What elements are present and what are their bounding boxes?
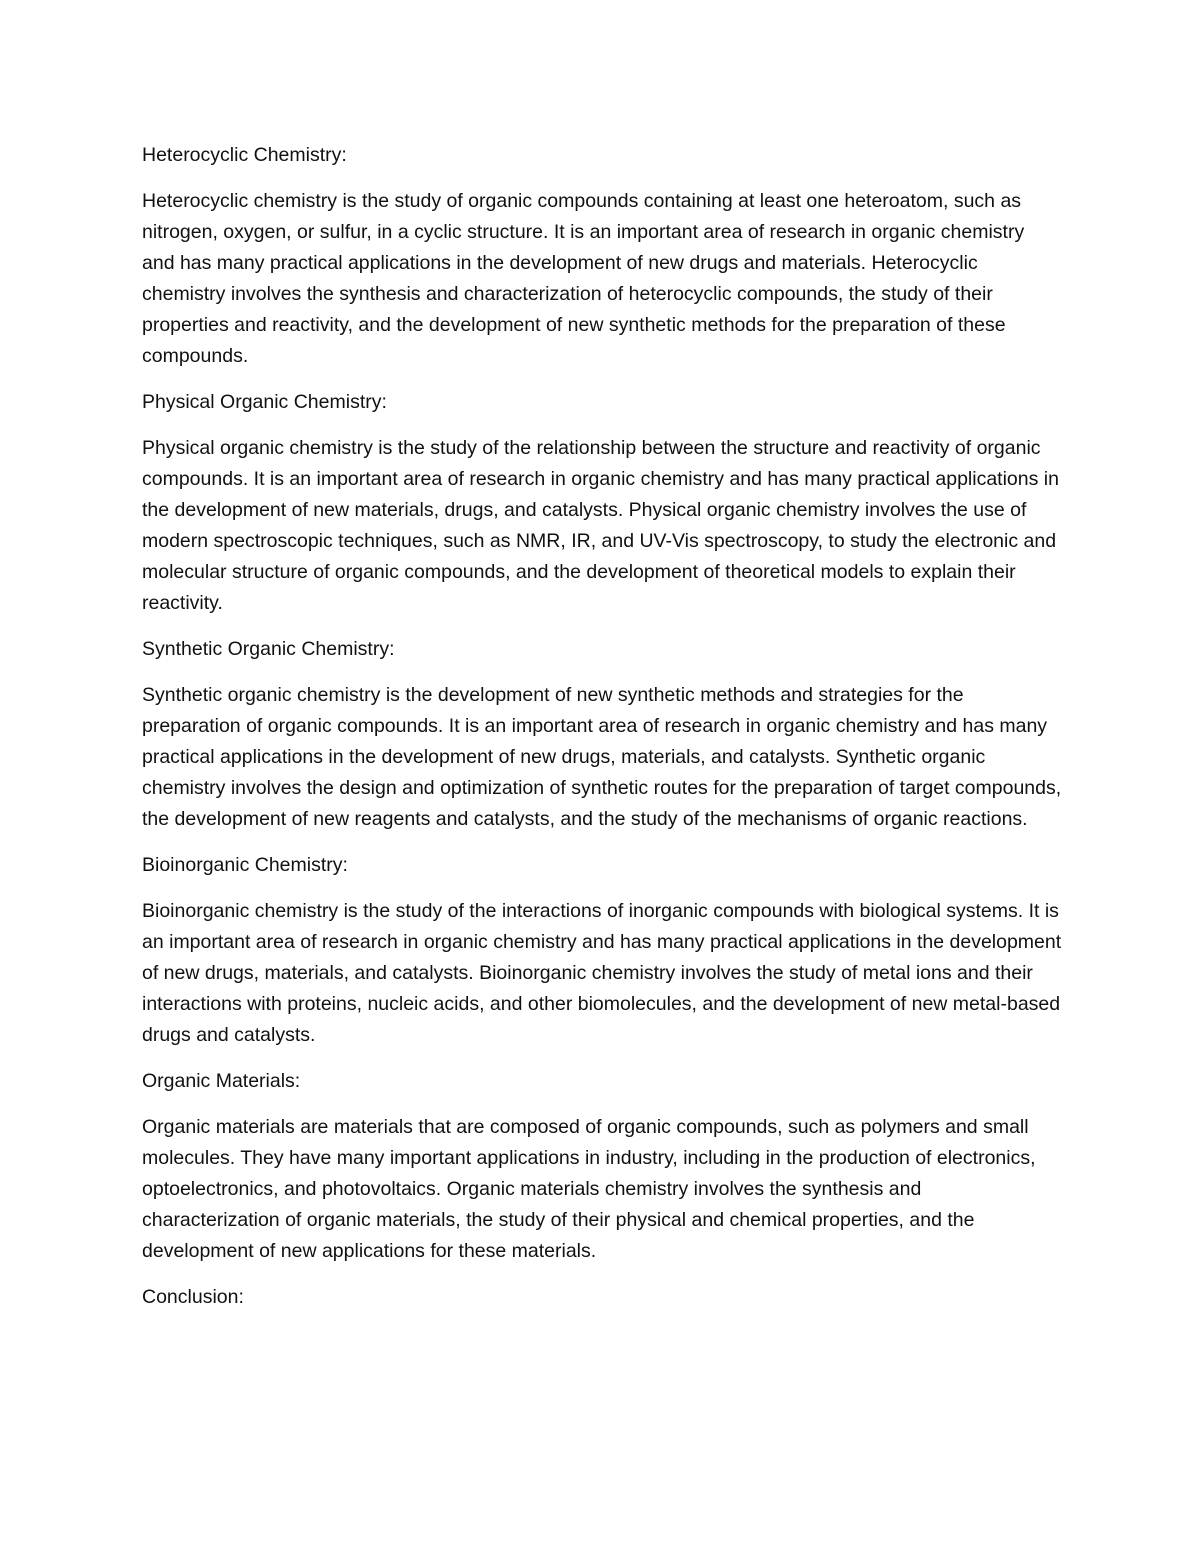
section-heading-synthetic-organic: Synthetic Organic Chemistry: [142,638,395,660]
section-paragraph-heterocyclic: Heterocyclic chemistry is the study of organic compounds containing at least one heteroatom, such as nitrogen, oxygen, or sulfur, in a cyclic structure. It is an important area of research in organic chemistry and has many practical applications in the development of new drugs and materials. Heterocyclic chemistry involves the synthesis and characterization of heterocyclic compounds, the study of their properties and reactivity, and the development of new synthetic methods for the preparation of these compounds. [142,190,1025,367]
document-body [142,140,1062,1328]
section-heading-organic-materials: Organic Materials: [142,1070,301,1092]
section-heading-bioinorganic: Bioinorganic Chemistry: [142,854,348,876]
section-paragraph-synthetic-organic: Synthetic organic chemistry is the development of new synthetic methods and strategies for the preparation of organic compounds. It is an important area of research in organic chemistry and has many practical applications in the development of new drugs, materials, and catalysts. Synthetic organic chemistry involves the design and optimization of synthetic routes for the preparation of target compounds, the development of new reagents and catalysts, and the study of the mechanisms of organic reactions. [142,684,1062,830]
section-paragraph-physical-organic: Physical organic chemistry is the study of the relationship between the structure and reactivity of organic compounds. It is an important area of research in organic chemistry and has many practical applications in the development of new materials, drugs, and catalysts. Physical organic chemistry involves the use of modern spectroscopic techniques, such as NMR, IR, and UV-Vis spectroscopy, to study the electronic and molecular structure of organic compounds, and the development of theoretical models to explain their reactivity. [142,437,1059,614]
section-heading-physical-organic: Physical Organic Chemistry: [142,391,387,413]
section-paragraph-organic-materials: Organic materials are materials that are composed of organic compounds, such as polymers and small molecules. They have many important applications in industry, including in the production of electronics, optoelectronics, and photovoltaics. Organic materials chemistry involves the synthesis and characterization of organic materials, the study of their physical and chemical properties, and the development of new applications for these materials. [142,1116,1036,1262]
section-heading-heterocyclic: Heterocyclic Chemistry: [142,144,347,166]
section-paragraph-bioinorganic: Bioinorganic chemistry is the study of the interactions of inorganic compounds with biological systems. It is an important area of research in organic chemistry and has many practical applications in the development of new drugs, materials, and catalysts. Bioinorganic chemistry involves the study of metal ions and their interactions with proteins, nucleic acids, and other biomolecules, and the development of new metal-based drugs and catalysts. [142,900,1062,1046]
section-heading-conclusion: Conclusion: [142,1286,244,1308]
